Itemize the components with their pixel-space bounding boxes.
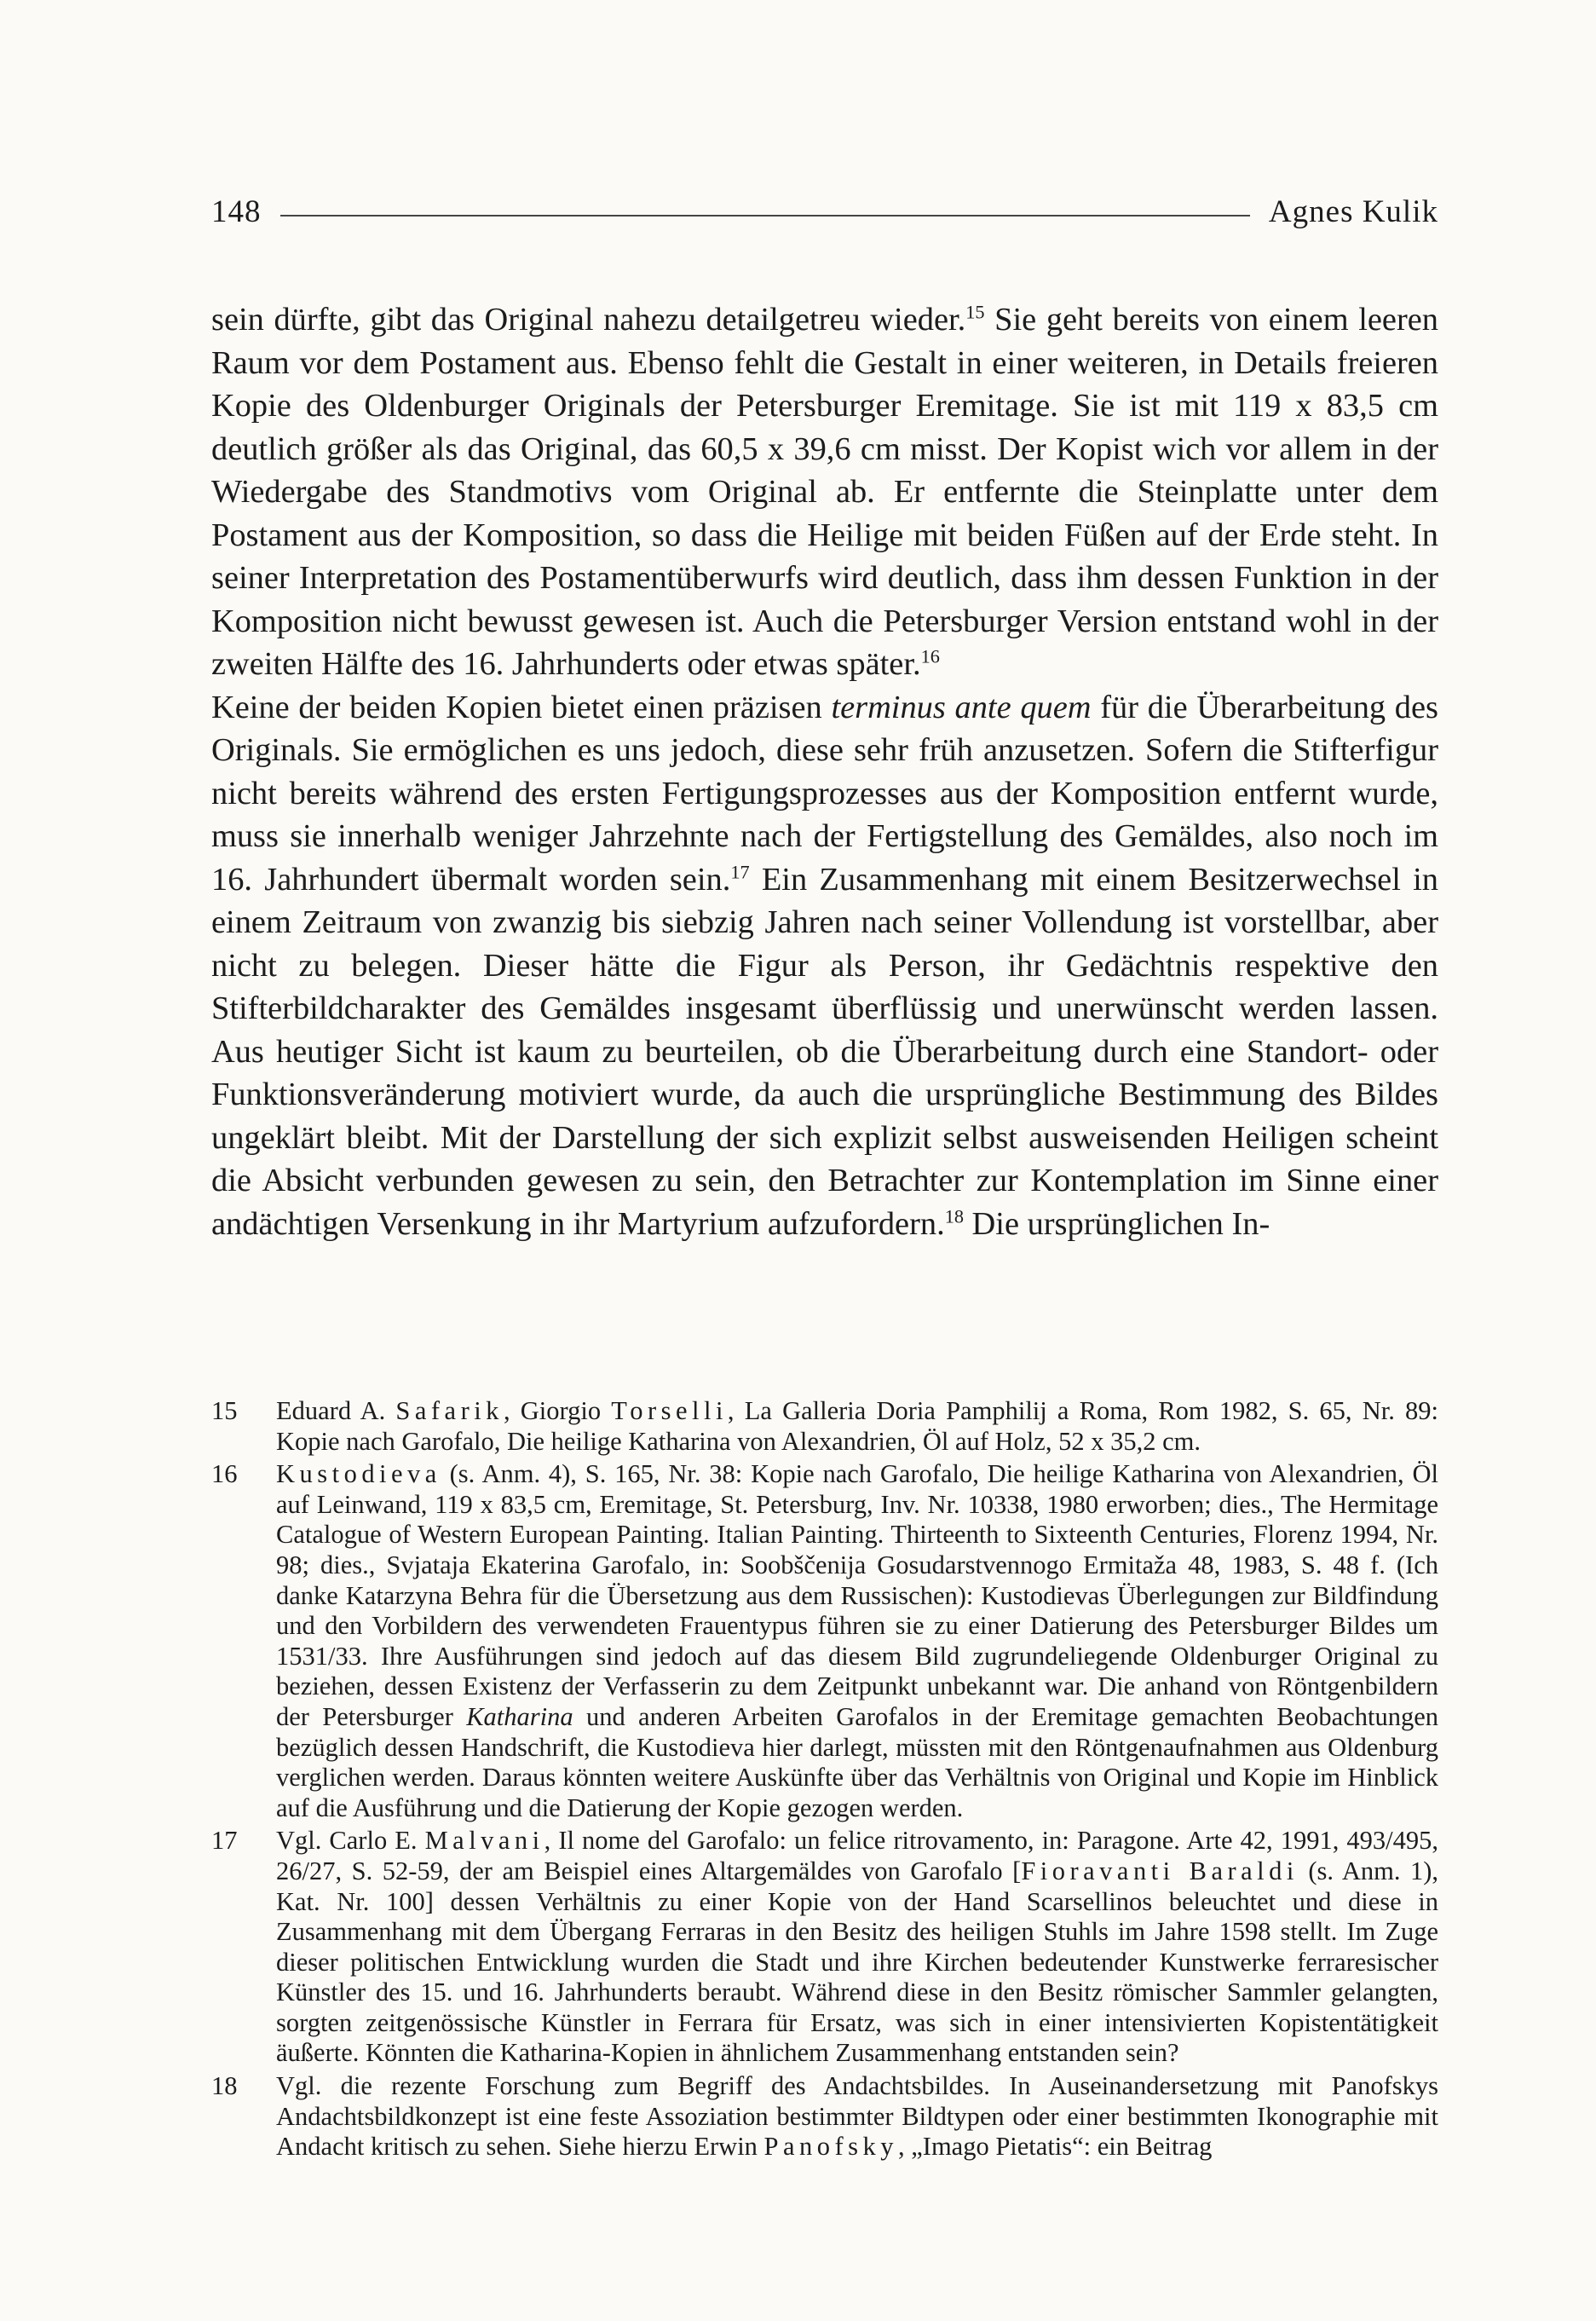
footnote-17 [211,1826,1438,2069]
text-run: sein dürfte, gibt das Original nahezu detailgetreu wieder. [211,302,966,338]
author-name: Malvani [424,1826,544,1856]
footnote-text: Vgl. Carlo E. Malvani, Il nome del Garofalo: un felice ritrovamento, in: Paragone. Arte 42, 1991, 493/495, 26/27, S. 52-59, der am Beispiel eines Altargemäldes von Garofalo [Fioravanti Baraldi (s. Anm. 1), Kat. Nr. 100] dessen Verhältnis zu einer Kopie von der Hand Scarsellinos beleuchtet und diese in Zusammenhang mit dem Übergang Ferraras in den Besitz des heiligen Stuhls im Jahre 1598 stellt. Im Zuge dieser politischen Entwicklung wurden die Stadt und ihre Kirchen bedeutender Kunstwerke ferraresischer Künstler des 15. und 16. Jahrhunderts beraubt. Während diese in den Besitz römischer Sammler gelangten, sorgten zeitgenössische Künstler in Ferrara für Ersatz, was sich in einer intensivierten Kopistentätigkeit äußerte. Könnten die Katharina-Kopien in ähnlichem Zusammenhang entstanden sein? [276,1826,1438,2068]
footnote-ref-16[interactable]: 16 [920,645,940,667]
author-name: Fioravanti Baraldi [1021,1856,1299,1885]
author-name: Kustodieva [276,1459,441,1489]
text-run: Ein Zusammenhang mit einem Besitzerwechsel in einem Zeitraum von zwanzig bis siebzig Jahren nach seiner Vollendung ist vorstellbar, aber nicht zu belegen. Dieser hätte die Figur als Person, ihr Gedächtnis respektive den Stifterbildcharakter des Gemäldes insgesamt überflüssig und unerwünscht werden lassen. Aus heutiger Sicht ist kaum zu beurteilen, ob die Überarbeitung durch eine Standort- oder Funktionsveränderung motiviert wurde, da auch die ursprüngliche Bestimmung des Bildes ungeklärt bleibt. Mit der Darstellung der sich explizit selbst ausweisenden Heiligen scheint die Absicht verbunden gewesen zu sein, den Betrachter zur Kontemplation im Sinne einer andächtigen Versenkung in ihr Martyrium aufzufordern. [211,861,1438,1242]
footnote-text: Vgl. die rezente Forschung zum Begriff des Andachtsbildes. In Auseinandersetzung mit Panofskys Andachtsbildkonzept ist eine feste Assoziation bestimmter Bildtypen oder einer bestimmten Ikonographie mit Andacht kritisch zu sehen. Siehe hierzu Erwin Panofsky, „Imago Pietatis“: ein Beitrag [276,2071,1438,2162]
header-rule [280,215,1250,217]
author-name: Safarik [395,1396,504,1425]
text-run: Sie geht bereits von einem leeren Raum vor dem Postament aus. Ebenso fehlt die Gestalt in einer weiteren, in Details freieren Kopie des Oldenburger Originals der Petersburger Eremitage. Sie ist mit 119 x 83,5 cm deutlich größer als das Original, das 60,5 x 39,6 cm misst. Der Kopist wich vor allem in der Wiedergabe des Standmotivs vom Original ab. Er entfernte die Steinplatte unter dem Postament aus der Komposition, so dass die Heilige mit beiden Füßen auf der Erde steht. In seiner Interpretation des Postamentüberwurfs wird deutlich, dass ihm dessen Funktion in der Komposition nicht bewusst gewesen ist. Auch die Petersburger Version entstand wohl in der zweiten Hälfte des 16. Jahrhunderts oder etwas später. [211,302,1438,682]
footnote-text: Eduard A. Safarik, Giorgio Torselli, La Galleria Doria Pamphilij a Roma, Rom 1982, S. 65, Nr. 89: Kopie nach Garofalo, Die heilige Katharina von Alexandrien, Öl auf Holz, 52 x 35,2 cm. [276,1396,1438,1456]
paragraph [211,298,1438,686]
footnote-ref-15[interactable]: 15 [965,301,985,323]
footnote-number: 16 [211,1459,238,1489]
paragraph [211,686,1438,1246]
footnote-number: 17 [211,1826,238,1856]
italic-term: terminus ante quem [831,689,1092,725]
author-name: Panofsky [763,2132,898,2162]
page-number: 148 [211,193,262,229]
author-name: Torselli [611,1396,728,1425]
footnote-ref-17[interactable]: 17 [730,861,750,883]
footnote-18 [211,2071,1438,2162]
main-text [211,298,1438,1245]
footnote-15 [211,1396,1438,1457]
page-header [211,186,1438,237]
footnote-16 [211,1459,1438,1823]
text-run: Keine der beiden Kopien bietet einen präzisen [211,689,832,725]
running-head-author: Agnes Kulik [1268,193,1438,229]
italic-title: Katharina [466,1701,573,1731]
text-run: für die Überarbeitung des Originals. Sie ermöglichen es uns jedoch, diese sehr früh anzusetzen. Sofern die Stifterfigur nicht bereits während des ersten Fertigungsprozesses aus der Komposition entfernt wurde, muss sie innerhalb weniger Jahrzehnte nach der Fertigstellung des Gemäldes, also noch im 16. Jahrhundert übermalt worden sein. [211,689,1438,898]
footnote-ref-18[interactable]: 18 [944,1205,964,1227]
footnote-number: 15 [211,1396,238,1425]
footnote-text: Kustodieva (s. Anm. 4), S. 165, Nr. 38: Kopie nach Garofalo, Die heilige Katharina von Alexandrien, Öl auf Leinwand, 119 x 83,5 cm, Eremitage, St. Petersburg, Inv. Nr. 10338, 1980 erworben; dies., The Hermitage Catalogue of Western European Painting. Italian Painting. Thirteenth to Sixteenth Centuries, Florenz 1994, Nr. 98; dies., Svjataja Ekaterina Garofalo, in: Soobščenija Gosudarstvennogo Ermitaža 48, 1983, S. 48 f. (Ich danke Katarzyna Behra für die Übersetzung aus dem Russischen): Kustodievas Überlegungen zur Bildfindung und den Vorbildern des verwendeten Frauentypus führen sie zu einer Datierung des Petersburger Bildes um 1531/33. Ihre Ausführungen sind jedoch auf das diesem Bild zugrundeliegende Oldenburger Original zu beziehen, dessen Existenz der Verfasserin zu dem Zeitpunkt unbekannt war. Die anhand von Röntgenbildern der Petersburger Katharina und anderen Arbeiten Garofalos in der Eremitage gemachten Beobachtungen bezüglich dessen Handschrift, die Kustodieva hier darlegt, müssten mit den Röntgenaufnahmen aus Oldenburg verglichen werden. Daraus könnten weitere Auskünfte über das Verhältnis von Original und Kopie im Hinblick auf die Ausführung und die Datierung der Kopie gezogen werden. [276,1459,1438,1822]
footnote-number: 18 [211,2071,238,2101]
footnotes [211,1396,1438,2165]
text-run: Die ursprünglichen In- [963,1205,1270,1242]
